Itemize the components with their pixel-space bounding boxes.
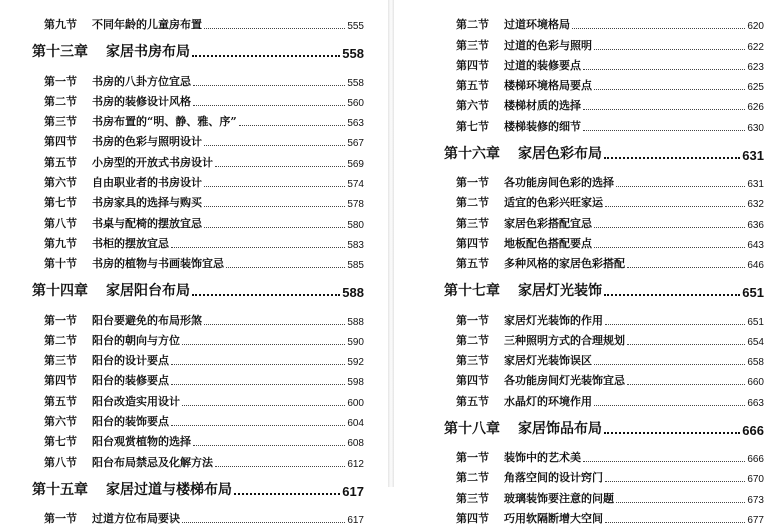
toc-section-entry xyxy=(32,129,364,149)
section-title: 各功能房间色彩的选择 xyxy=(504,176,614,190)
section-title: 阳台的装修要点 xyxy=(92,374,169,388)
section-number: 第八节 xyxy=(44,455,77,469)
section-title: 楼梯装修的细节 xyxy=(504,119,581,133)
chapter-title: 家居过道与楼梯布局 xyxy=(106,481,232,498)
page-number: 666 xyxy=(747,454,764,466)
dot-leader xyxy=(605,324,745,325)
dot-leader xyxy=(594,227,745,228)
section-number: 第四节 xyxy=(456,58,489,72)
section-number: 第三节 xyxy=(456,491,489,505)
section-number: 第一节 xyxy=(44,74,77,88)
dot-leader xyxy=(182,405,345,406)
dot-leader xyxy=(226,267,345,268)
page-number: 578 xyxy=(347,199,364,211)
page-number: 558 xyxy=(347,77,364,89)
chapter-number: 第十四章 xyxy=(32,283,88,300)
dot-leader xyxy=(171,384,345,385)
section-number: 第一节 xyxy=(44,511,77,525)
section-number: 第九节 xyxy=(44,18,77,32)
toc-section-entry xyxy=(32,89,364,109)
section-title: 过道方位布局要诀 xyxy=(92,511,180,525)
toc-section-entry xyxy=(32,409,364,429)
section-title: 阳台布局禁忌及化解方法 xyxy=(92,455,213,469)
dot-leader xyxy=(583,69,745,70)
section-number: 第四节 xyxy=(456,374,489,388)
section-number: 第二节 xyxy=(456,18,489,32)
section-title: 书柜的摆放宜忌 xyxy=(92,236,169,250)
dot-leader xyxy=(204,227,345,228)
toc-section-entry xyxy=(444,328,764,348)
chapter-title: 家居阳台布局 xyxy=(106,283,190,300)
page-number: 630 xyxy=(747,122,764,134)
dot-leader xyxy=(171,425,345,426)
section-number: 第五节 xyxy=(456,257,489,271)
dot-leader xyxy=(171,364,345,365)
chapter-title: 家居色彩布局 xyxy=(518,145,602,162)
toc-section-entry xyxy=(444,465,764,485)
toc-right-page xyxy=(396,0,782,526)
dot-leader xyxy=(572,28,745,29)
page-number: 563 xyxy=(347,118,364,130)
section-title: 三种照明方式的合理规划 xyxy=(504,333,625,347)
page-number: 588 xyxy=(347,316,364,328)
toc-section-entry xyxy=(32,348,364,368)
section-title: 楼梯材质的选择 xyxy=(504,99,581,113)
section-number: 第四节 xyxy=(456,511,489,525)
toc-section-entry xyxy=(444,307,764,327)
section-title: 书房的色彩与照明设计 xyxy=(92,135,202,149)
toc-section-entry xyxy=(32,68,364,88)
dot-leader xyxy=(604,432,740,434)
page-number: 558 xyxy=(342,46,364,62)
section-number: 第六节 xyxy=(44,176,77,190)
section-title: 过道的色彩与照明 xyxy=(504,38,592,52)
toc-section-entry xyxy=(32,251,364,271)
page-number: 612 xyxy=(347,458,364,470)
toc-section-entry xyxy=(444,93,764,113)
section-number: 第七节 xyxy=(44,196,77,210)
toc-section-entry xyxy=(32,170,364,190)
section-number: 第一节 xyxy=(456,313,489,327)
dot-leader xyxy=(171,247,345,248)
section-title: 过道环境格局 xyxy=(504,18,570,32)
toc-section-entry xyxy=(32,109,364,129)
section-title: 小房型的开放式书房设计 xyxy=(92,155,213,169)
toc-section-entry xyxy=(444,170,764,190)
page-number: 654 xyxy=(747,336,764,348)
dot-leader xyxy=(204,145,345,146)
section-number: 第二节 xyxy=(44,333,77,347)
section-title: 阳台改造实用设计 xyxy=(92,394,180,408)
toc-section-entry xyxy=(444,12,764,32)
toc-section-entry xyxy=(32,307,364,327)
page-number: 567 xyxy=(347,138,364,150)
toc-chapter-entry xyxy=(444,414,764,438)
section-number: 第三节 xyxy=(456,354,489,368)
section-title: 阳台要避免的布局形煞 xyxy=(92,313,202,327)
toc-section-entry xyxy=(444,368,764,388)
page-number: 651 xyxy=(747,316,764,328)
page-number: 555 xyxy=(347,21,364,33)
section-number: 第三节 xyxy=(456,216,489,230)
toc-section-entry xyxy=(444,53,764,73)
section-number: 第五节 xyxy=(44,155,77,169)
section-number: 第七节 xyxy=(456,119,489,133)
toc-section-entry xyxy=(444,210,764,230)
section-title: 书房的装修设计风格 xyxy=(92,94,191,108)
section-number: 第十节 xyxy=(44,257,77,271)
toc-left-page xyxy=(0,0,386,526)
toc-section-entry xyxy=(444,388,764,408)
section-number: 第七节 xyxy=(44,435,77,449)
page-number: 625 xyxy=(747,82,764,94)
page-number: 636 xyxy=(747,219,764,231)
toc-chapter-entry xyxy=(32,37,364,61)
section-title: 巧用软隔断增大空间 xyxy=(504,511,603,525)
section-number: 第四节 xyxy=(456,236,489,250)
section-title: 家居灯光装饰误区 xyxy=(504,354,592,368)
chapter-number: 第十八章 xyxy=(444,420,500,437)
toc-section-entry xyxy=(32,449,364,469)
page-number: 617 xyxy=(342,483,364,499)
section-title: 阳台的朝向与方位 xyxy=(92,333,180,347)
dot-leader xyxy=(204,186,345,187)
section-number: 第三节 xyxy=(44,115,77,129)
section-number: 第六节 xyxy=(44,415,77,429)
dot-leader xyxy=(234,493,340,495)
toc-section-entry xyxy=(32,149,364,169)
page-number: 670 xyxy=(747,474,764,486)
dot-leader xyxy=(182,344,345,345)
section-title: 书桌与配椅的摆放宜忌 xyxy=(92,216,202,230)
dot-leader xyxy=(204,28,345,29)
dot-leader xyxy=(193,105,345,106)
dot-leader xyxy=(583,130,745,131)
dot-leader xyxy=(192,55,340,57)
section-title: 角落空间的设计窍门 xyxy=(504,471,603,485)
page-number: 598 xyxy=(347,377,364,389)
chapter-title: 家居灯光装饰 xyxy=(518,283,602,300)
dot-leader xyxy=(616,186,745,187)
section-title: 书房的植物与书画装饰宜忌 xyxy=(92,257,224,271)
page-number: 623 xyxy=(747,61,764,73)
toc-section-entry xyxy=(444,506,764,526)
section-title: 地板配色搭配要点 xyxy=(504,236,592,250)
dot-leader xyxy=(594,89,745,90)
page-number: 569 xyxy=(347,158,364,170)
page-number: 620 xyxy=(747,21,764,33)
page-number: 632 xyxy=(747,199,764,211)
page-gutter xyxy=(388,0,394,487)
page-number: 560 xyxy=(347,97,364,109)
chapter-number: 第十六章 xyxy=(444,145,500,162)
section-title: 阳台的装饰要点 xyxy=(92,415,169,429)
section-number: 第四节 xyxy=(44,374,77,388)
section-number: 第二节 xyxy=(456,333,489,347)
dot-leader xyxy=(193,445,345,446)
toc-section-entry xyxy=(444,251,764,271)
toc-section-entry xyxy=(32,506,364,526)
section-number: 第六节 xyxy=(456,99,489,113)
section-title: 阳台的设计要点 xyxy=(92,354,169,368)
section-title: 自由职业者的书房设计 xyxy=(92,176,202,190)
toc-section-entry xyxy=(32,210,364,230)
dot-leader xyxy=(616,502,745,503)
dot-leader xyxy=(215,166,345,167)
page-number: 677 xyxy=(747,514,764,526)
toc-section-entry xyxy=(444,445,764,465)
section-title: 阳台观赏植物的选择 xyxy=(92,435,191,449)
dot-leader xyxy=(605,522,745,523)
toc-chapter-entry xyxy=(444,276,764,300)
page-number: 626 xyxy=(747,102,764,114)
page-number: 588 xyxy=(342,285,364,301)
page-number: 631 xyxy=(747,179,764,191)
dot-leader xyxy=(627,267,745,268)
page-number: 660 xyxy=(747,377,764,389)
page-number: 583 xyxy=(347,239,364,251)
section-title: 水晶灯的环境作用 xyxy=(504,394,592,408)
toc-section-entry xyxy=(32,190,364,210)
section-number: 第一节 xyxy=(456,176,489,190)
section-number: 第八节 xyxy=(44,216,77,230)
section-number: 第三节 xyxy=(456,38,489,52)
page-number: 622 xyxy=(747,41,764,53)
dot-leader xyxy=(594,49,745,50)
toc-section-entry xyxy=(444,73,764,93)
page-number: 631 xyxy=(742,147,764,163)
page-number: 580 xyxy=(347,219,364,231)
toc-section-entry xyxy=(32,429,364,449)
toc-section-entry xyxy=(444,348,764,368)
section-title: 适宜的色彩兴旺家运 xyxy=(504,196,603,210)
toc-section-entry xyxy=(32,388,364,408)
page-number: 646 xyxy=(747,260,764,272)
toc-section-entry xyxy=(444,113,764,133)
page-number: 673 xyxy=(747,494,764,506)
dot-leader xyxy=(215,466,345,467)
chapter-title: 家居饰品布局 xyxy=(518,420,602,437)
page-number: 604 xyxy=(347,418,364,430)
page-number: 663 xyxy=(747,397,764,409)
toc-chapter-entry xyxy=(444,139,764,163)
dot-leader xyxy=(604,294,740,296)
toc-section-entry xyxy=(444,231,764,251)
section-number: 第九节 xyxy=(44,236,77,250)
section-title: 各功能房间灯光装饰宜忌 xyxy=(504,374,625,388)
dot-leader xyxy=(605,206,745,207)
section-number: 第二节 xyxy=(456,196,489,210)
section-number: 第三节 xyxy=(44,354,77,368)
section-title: 书房家具的选择与购买 xyxy=(92,196,202,210)
section-number: 第一节 xyxy=(456,451,489,465)
dot-leader xyxy=(605,481,745,482)
section-title: 家居色彩搭配宜忌 xyxy=(504,216,592,230)
page-number: 617 xyxy=(347,514,364,526)
page-number: 658 xyxy=(747,357,764,369)
chapter-number: 第十三章 xyxy=(32,44,88,61)
toc-section-entry xyxy=(444,485,764,505)
dot-leader xyxy=(583,109,745,110)
toc-section-entry xyxy=(444,190,764,210)
chapter-number: 第十七章 xyxy=(444,283,500,300)
dot-leader xyxy=(239,125,346,126)
dot-leader xyxy=(204,206,345,207)
section-number: 第五节 xyxy=(456,394,489,408)
page-number: 666 xyxy=(742,422,764,438)
dot-leader xyxy=(204,324,345,325)
section-title: 不同年龄的儿童房布置 xyxy=(92,18,202,32)
section-number: 第五节 xyxy=(456,79,489,93)
section-title: 玻璃装饰要注意的问题 xyxy=(504,491,614,505)
section-title: 书房布置的“明、静、雅、序” xyxy=(92,115,237,129)
dot-leader xyxy=(604,157,740,159)
section-title: 家居灯光装饰的作用 xyxy=(504,313,603,327)
dot-leader xyxy=(594,405,745,406)
section-number: 第二节 xyxy=(456,471,489,485)
section-number: 第二节 xyxy=(44,94,77,108)
dot-leader xyxy=(594,247,745,248)
dot-leader xyxy=(182,522,345,523)
chapter-number: 第十五章 xyxy=(32,481,88,498)
section-title: 楼梯环境格局要点 xyxy=(504,79,592,93)
section-number: 第四节 xyxy=(44,135,77,149)
page-number: 592 xyxy=(347,357,364,369)
section-title: 多种风格的家居色彩搭配 xyxy=(504,257,625,271)
toc-chapter-entry xyxy=(32,276,364,300)
dot-leader xyxy=(594,364,745,365)
section-title: 过道的装修要点 xyxy=(504,58,581,72)
dot-leader xyxy=(193,85,345,86)
dot-leader xyxy=(627,384,745,385)
page-number: 643 xyxy=(747,239,764,251)
page-number: 608 xyxy=(347,438,364,450)
page-number: 585 xyxy=(347,260,364,272)
page-number: 574 xyxy=(347,179,364,191)
page-number: 651 xyxy=(742,285,764,301)
section-number: 第一节 xyxy=(44,313,77,327)
toc-section-entry xyxy=(32,368,364,388)
chapter-title: 家居书房布局 xyxy=(106,44,190,61)
section-title: 装饰中的艺术美 xyxy=(504,451,581,465)
toc-section-entry xyxy=(444,32,764,52)
page-number: 590 xyxy=(347,336,364,348)
toc-section-entry xyxy=(32,12,364,32)
toc-section-entry xyxy=(32,328,364,348)
toc-section-entry xyxy=(32,231,364,251)
section-number: 第五节 xyxy=(44,394,77,408)
dot-leader xyxy=(627,344,745,345)
page-number: 600 xyxy=(347,397,364,409)
section-title: 书房的八卦方位宜忌 xyxy=(92,74,191,88)
dot-leader xyxy=(583,461,745,462)
dot-leader xyxy=(192,294,340,296)
